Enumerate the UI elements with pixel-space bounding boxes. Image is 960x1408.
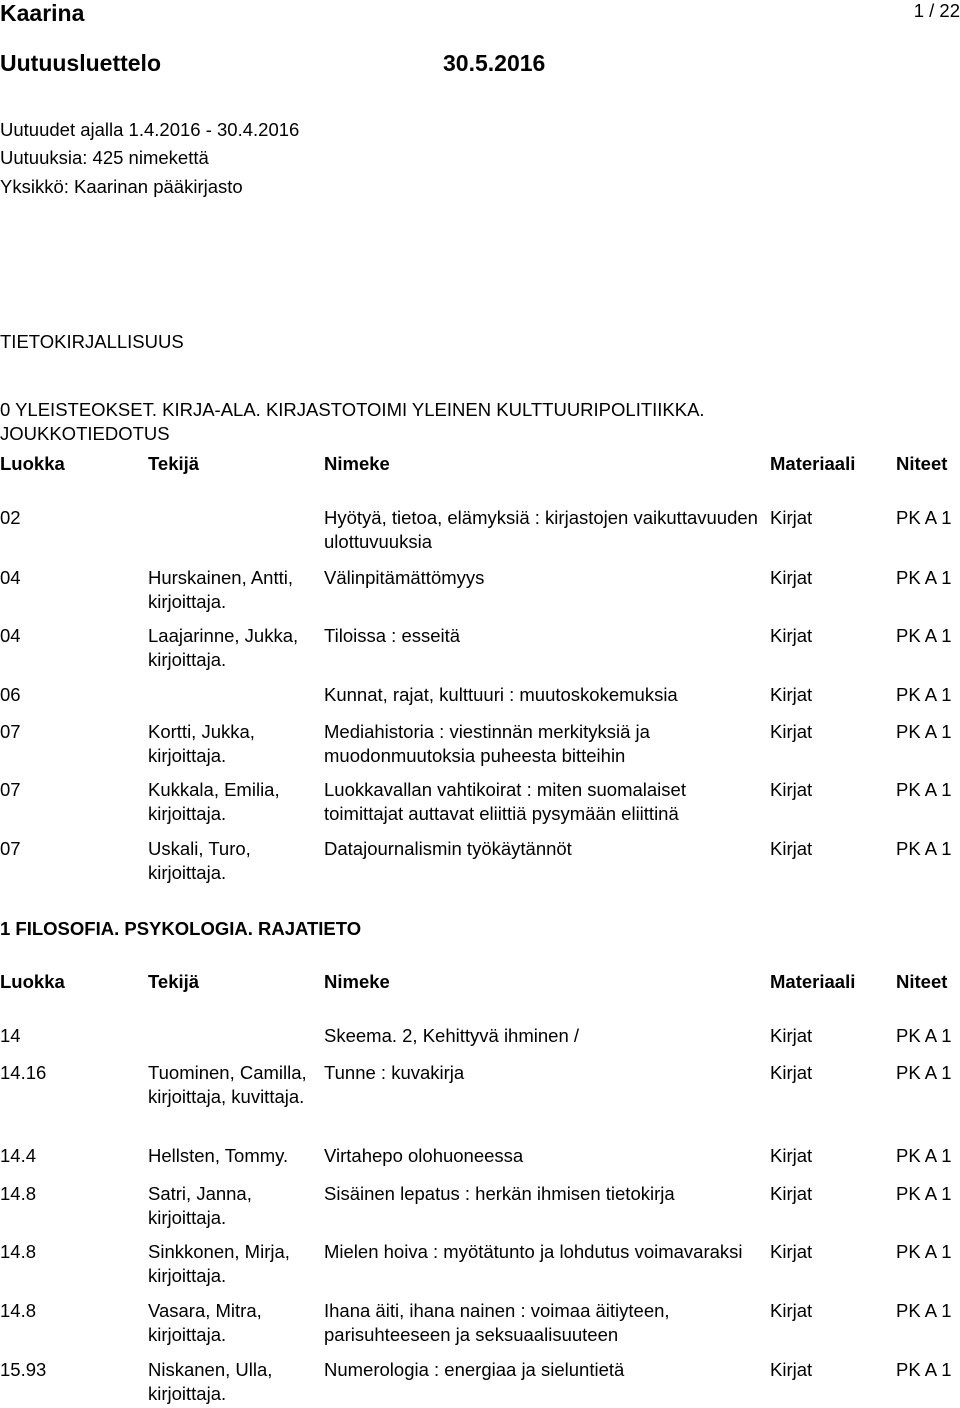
library-name: Kaarina [0,0,85,26]
row-niteet: PK A 1 [896,779,952,800]
section-title-1: 1 FILOSOFIA. PSYKOLOGIA. RAJATIETO [0,918,362,939]
row-luokka: 14 [0,1025,21,1046]
row-luokka: 07 [0,838,21,859]
row-niteet: PK A 1 [896,507,952,528]
col-nimeke: Nimeke [324,971,390,992]
row-tekija: Laajarinne, Jukka, kirjoittaja. [148,625,299,670]
row-materiaali: Kirjat [770,779,813,800]
row-luokka: 06 [0,684,21,705]
col-niteet: Niteet [896,971,948,992]
row-tekija: Hellsten, Tommy. [148,1145,289,1166]
row-materiaali: Kirjat [770,625,813,646]
row-tekija: Uskali, Turo, kirjoittaja. [148,838,251,883]
count-text: Uutuuksia: 425 nimekettä [0,147,209,168]
row-luokka: 14.8 [0,1300,37,1321]
row-niteet: PK A 1 [896,1241,952,1262]
row-niteet: PK A 1 [896,1062,952,1083]
col-nimeke: Nimeke [324,453,390,474]
page-number: 1 / 22 [913,0,960,21]
row-materiaali: Kirjat [770,1241,813,1262]
unit-text: Yksikkö: Kaarinan pääkirjasto [0,176,243,197]
row-luokka: 02 [0,507,21,528]
row-nimeke: Sisäinen lepatus : herkän ihmisen tietokirja [324,1183,675,1204]
row-nimeke: Tunne : kuvakirja [324,1062,465,1083]
list-date: 30.5.2016 [443,50,546,76]
row-materiaali: Kirjat [770,1300,813,1321]
row-nimeke: Skeema. 2, Kehittyvä ihminen / [324,1025,580,1046]
row-niteet: PK A 1 [896,1300,952,1321]
row-tekija: Satri, Janna, kirjoittaja. [148,1183,252,1228]
row-luokka: 14.8 [0,1183,37,1204]
col-niteet: Niteet [896,453,948,474]
row-materiaali: Kirjat [770,567,813,588]
row-nimeke: Välinpitämättömyys [324,567,485,588]
col-materiaali: Materiaali [770,971,856,992]
row-tekija: Kukkala, Emilia, kirjoittaja. [148,779,280,824]
row-tekija: Kortti, Jukka, kirjoittaja. [148,721,255,766]
row-nimeke: Luokkavallan vahtikoirat : miten suomalaiset toimittajat auttavat eliittiä pysymään eliittinä [324,779,686,824]
row-tekija: Hurskainen, Antti, kirjoittaja. [148,567,293,612]
row-nimeke: Numerologia : energiaa ja sieluntietä [324,1359,625,1380]
col-luokka: Luokka [0,971,65,992]
row-nimeke: Mielen hoiva : myötätunto ja lohdutus voimavaraksi [324,1241,743,1262]
row-nimeke: Mediahistoria : viestinnän merkityksiä ja muodonmuutoksia puheesta bitteihin [324,721,650,766]
row-tekija: Tuominen, Camilla, kirjoittaja, kuvittaja. [148,1062,307,1107]
row-niteet: PK A 1 [896,838,952,859]
category-heading: TIETOKIRJALLISUUS [0,331,184,352]
section-title-0: 0 YLEISTEOKSET. KIRJA-ALA. KIRJASTOTOIMI YLEINEN KULTTUURIPOLITIIKKA. [0,399,705,420]
list-title: Uutuusluettelo [0,50,161,76]
row-materiaali: Kirjat [770,1183,813,1204]
row-luokka: 14.8 [0,1241,37,1262]
row-nimeke: Datajournalismin työkäytännöt [324,838,572,859]
row-materiaali: Kirjat [770,507,813,528]
row-niteet: PK A 1 [896,1145,952,1166]
row-materiaali: Kirjat [770,1062,813,1083]
row-tekija: Niskanen, Ulla, kirjoittaja. [148,1359,273,1404]
row-materiaali: Kirjat [770,1359,813,1380]
row-luokka: 14.16 [0,1062,47,1083]
row-niteet: PK A 1 [896,1359,952,1380]
row-luokka: 04 [0,567,21,588]
row-materiaali: Kirjat [770,1145,813,1166]
row-luokka: 15.93 [0,1359,47,1380]
col-tekija: Tekijä [148,971,200,992]
row-niteet: PK A 1 [896,1183,952,1204]
row-niteet: PK A 1 [896,1025,952,1046]
col-luokka: Luokka [0,453,65,474]
row-niteet: PK A 1 [896,625,952,646]
row-nimeke: Kunnat, rajat, kulttuuri : muutoskokemuksia [324,684,678,705]
row-nimeke: Hyötyä, tietoa, elämyksiä : kirjastojen vaikuttavuuden ulottuvuuksia [324,507,758,552]
row-tekija: Vasara, Mitra, kirjoittaja. [148,1300,262,1345]
row-nimeke: Ihana äiti, ihana nainen : voimaa äitiyteen, parisuhteeseen ja seksuaalisuuteen [324,1300,670,1345]
col-tekija: Tekijä [148,453,200,474]
row-materiaali: Kirjat [770,684,813,705]
row-luokka: 07 [0,779,21,800]
row-nimeke: Virtahepo olohuoneessa [324,1145,524,1166]
row-nimeke: Tiloissa : esseitä [324,625,461,646]
row-niteet: PK A 1 [896,567,952,588]
row-luokka: 14.4 [0,1145,37,1166]
section-title-0-cont: JOUKKOTIEDOTUS [0,423,170,444]
row-materiaali: Kirjat [770,1025,813,1046]
col-materiaali: Materiaali [770,453,856,474]
row-luokka: 04 [0,625,21,646]
period-text: Uutuudet ajalla 1.4.2016 - 30.4.2016 [0,119,300,140]
row-materiaali: Kirjat [770,838,813,859]
row-luokka: 07 [0,721,21,742]
row-niteet: PK A 1 [896,721,952,742]
row-tekija: Sinkkonen, Mirja, kirjoittaja. [148,1241,290,1286]
row-materiaali: Kirjat [770,721,813,742]
row-niteet: PK A 1 [896,684,952,705]
